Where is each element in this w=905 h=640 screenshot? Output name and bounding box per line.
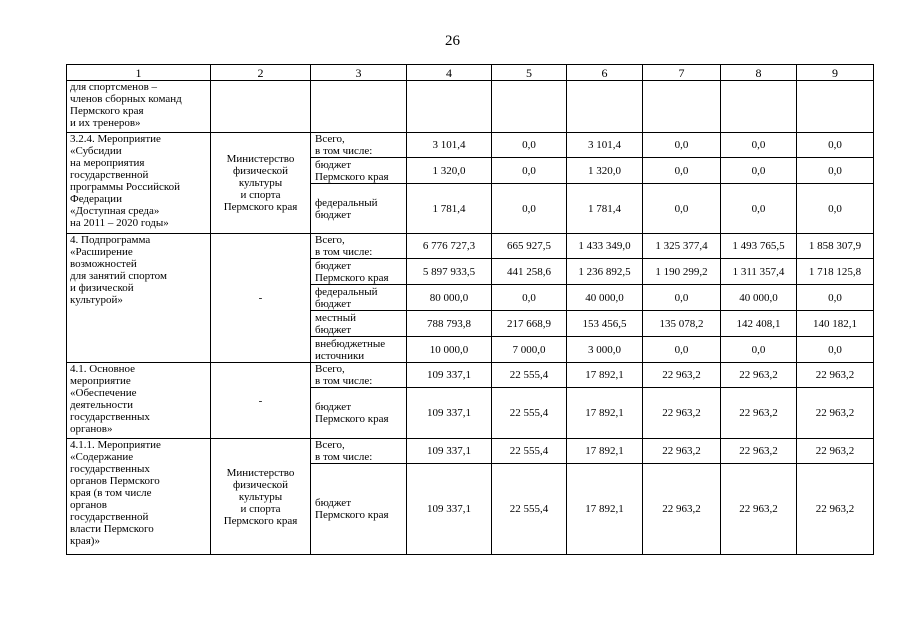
cell-line: Всего,	[315, 439, 345, 451]
cell-line: государственных	[70, 411, 150, 423]
cell-line: Пермского края	[315, 170, 389, 183]
cell-line: Всего,	[315, 133, 345, 145]
value-cell: 3 101,4	[407, 133, 492, 158]
value-cell: 665 927,5	[492, 234, 567, 259]
cell-line: -	[258, 394, 263, 407]
cell-line: федеральный	[315, 196, 378, 209]
cell-line: Пермского края	[315, 413, 389, 425]
value-cell: 109 337,1	[407, 464, 492, 555]
cell-line: «Расширение	[70, 246, 133, 258]
cell-line: государственных	[70, 463, 150, 475]
cell-line: и их тренеров»	[70, 117, 141, 129]
value-cell: 0,0	[797, 337, 874, 363]
cell-line: «Содержание	[70, 451, 134, 463]
cell-line: бюджет	[315, 208, 351, 221]
value-cell: 135 078,2	[643, 311, 721, 337]
cell-line: Пермского края	[223, 201, 298, 213]
value-cell: 17 892,1	[567, 439, 643, 464]
cell-line: Пермского края	[70, 105, 144, 117]
value-cell: 1 311 357,4	[721, 259, 797, 285]
empty-cell	[797, 81, 874, 133]
value-cell: 80 000,0	[407, 285, 492, 311]
value-cell: 0,0	[643, 184, 721, 234]
value-cell: 22 963,2	[643, 388, 721, 439]
executor-cell	[211, 363, 311, 439]
empty-cell	[643, 81, 721, 133]
value-cell: 0,0	[721, 158, 797, 184]
cell-line: органов	[70, 499, 107, 511]
cell-line: для спортсменов –	[70, 81, 158, 93]
item-name-cell	[67, 234, 211, 363]
value-cell: 1 325 377,4	[643, 234, 721, 259]
cell-line: бюджет	[315, 259, 351, 272]
value-cell: 0,0	[797, 158, 874, 184]
executor-cell	[211, 234, 311, 363]
cell-line: Федерации	[70, 193, 122, 205]
table-row	[67, 133, 874, 158]
value-cell: 17 892,1	[567, 388, 643, 439]
value-cell: 1 320,0	[567, 158, 643, 184]
funding-source-cell	[311, 363, 407, 388]
cell-line: на мероприятия	[70, 157, 145, 169]
cell-line: на 2011 – 2020 годы»	[70, 217, 169, 229]
column-header: 1	[67, 65, 211, 81]
value-cell: 217 668,9	[492, 311, 567, 337]
value-cell: 0,0	[492, 184, 567, 234]
funding-source-cell	[311, 285, 407, 311]
value-cell: 22 555,4	[492, 363, 567, 388]
funding-source-cell	[311, 464, 407, 555]
value-cell: 22 963,2	[643, 363, 721, 388]
value-cell: 1 320,0	[407, 158, 492, 184]
cell-line: в том числе:	[315, 451, 373, 463]
item-name-cell	[67, 363, 211, 439]
cell-line: государственной	[70, 511, 149, 523]
cell-line: и спорта	[240, 502, 281, 515]
value-cell: 0,0	[643, 133, 721, 158]
funding-source-cell	[311, 439, 407, 464]
column-header: 3	[311, 65, 407, 81]
value-cell: 10 000,0	[407, 337, 492, 363]
cell-line: Пермского края	[223, 514, 298, 527]
value-cell: 6 776 727,3	[407, 234, 492, 259]
cell-line: Всего,	[315, 363, 345, 375]
executor-cell	[211, 439, 311, 555]
value-cell: 1 190 299,2	[643, 259, 721, 285]
cell-line: мероприятие	[70, 375, 131, 387]
empty-cell	[567, 81, 643, 133]
cell-line: программы Российской	[70, 181, 181, 193]
value-cell: 109 337,1	[407, 388, 492, 439]
cell-line: Пермского края	[315, 271, 389, 284]
table-row	[67, 234, 874, 259]
value-cell: 140 182,1	[797, 311, 874, 337]
value-cell: 1 781,4	[407, 184, 492, 234]
column-header: 2	[211, 65, 311, 81]
value-cell: 142 408,1	[721, 311, 797, 337]
column-header: 9	[797, 65, 874, 81]
cell-line: государственной	[70, 169, 149, 181]
page-number: 26	[445, 33, 460, 49]
cell-line: 4.1.1. Мероприятие	[70, 439, 161, 451]
funding-source-cell	[311, 133, 407, 158]
value-cell: 0,0	[797, 184, 874, 234]
value-cell: 0,0	[492, 285, 567, 311]
value-cell: 1 718 125,8	[797, 259, 874, 285]
table-row	[67, 81, 874, 133]
value-cell: 0,0	[643, 285, 721, 311]
value-cell: 22 963,2	[721, 439, 797, 464]
column-header: 5	[492, 65, 567, 81]
funding-source-cell	[311, 311, 407, 337]
value-cell: 441 258,6	[492, 259, 567, 285]
value-cell: 22 963,2	[721, 363, 797, 388]
value-cell: 109 337,1	[407, 439, 492, 464]
cell-line: Министерство	[226, 153, 295, 165]
column-header: 8	[721, 65, 797, 81]
cell-line: бюджет	[315, 158, 351, 171]
executor-cell	[211, 133, 311, 234]
value-cell: 3 101,4	[567, 133, 643, 158]
value-cell: 22 555,4	[492, 439, 567, 464]
value-cell: 1 236 892,5	[567, 259, 643, 285]
cell-line: физической	[233, 478, 288, 491]
value-cell: 22 963,2	[721, 464, 797, 555]
empty-cell	[407, 81, 492, 133]
cell-line: в том числе:	[315, 246, 373, 258]
column-header: 6	[567, 65, 643, 81]
budget-table	[66, 64, 874, 555]
value-cell: 5 897 933,5	[407, 259, 492, 285]
value-cell: 0,0	[721, 133, 797, 158]
cell-line: возможностей	[70, 258, 137, 270]
empty-cell	[311, 81, 407, 133]
cell-line: «Доступная среда»	[70, 205, 160, 217]
funding-source-cell	[311, 388, 407, 439]
cell-line: и физической	[70, 282, 134, 294]
value-cell: 40 000,0	[721, 285, 797, 311]
value-cell: 0,0	[643, 158, 721, 184]
cell-line: Всего,	[315, 234, 345, 246]
table-body	[67, 65, 874, 555]
cell-line: -	[258, 292, 263, 304]
cell-line: власти Пермского	[70, 523, 154, 535]
value-cell: 22 555,4	[492, 388, 567, 439]
cell-line: бюджет	[315, 401, 351, 413]
cell-line: деятельности	[70, 399, 133, 411]
value-cell: 1 493 765,5	[721, 234, 797, 259]
funding-source-cell	[311, 259, 407, 285]
value-cell: 40 000,0	[567, 285, 643, 311]
value-cell: 0,0	[797, 285, 874, 311]
value-cell: 22 963,2	[797, 388, 874, 439]
table-row	[67, 363, 874, 388]
cell-line: в том числе:	[315, 375, 373, 387]
value-cell: 0,0	[492, 133, 567, 158]
value-cell: 1 781,4	[567, 184, 643, 234]
cell-line: края (в том числе	[70, 487, 152, 499]
cell-line: 3.2.4. Мероприятие	[70, 133, 161, 145]
empty-cell	[492, 81, 567, 133]
cell-line: и спорта	[240, 189, 281, 201]
cell-line: края)»	[70, 535, 100, 547]
value-cell: 0,0	[797, 133, 874, 158]
empty-cell	[721, 81, 797, 133]
value-cell: 788 793,8	[407, 311, 492, 337]
funding-source-cell	[311, 234, 407, 259]
value-cell: 7 000,0	[492, 337, 567, 363]
cell-line: в том числе:	[315, 145, 373, 157]
cell-line: источники	[315, 349, 365, 362]
cell-line: культурой»	[70, 294, 123, 306]
value-cell: 153 456,5	[567, 311, 643, 337]
funding-source-cell	[311, 184, 407, 234]
value-cell: 1 858 307,9	[797, 234, 874, 259]
value-cell: 22 963,2	[797, 363, 874, 388]
cell-line: бюджет	[315, 297, 351, 310]
table-row	[67, 439, 874, 464]
cell-line: органов Пермского	[70, 475, 160, 487]
value-cell: 0,0	[721, 337, 797, 363]
item-name-cell	[67, 133, 211, 234]
item-name-cell	[67, 81, 211, 133]
value-cell: 1 433 349,0	[567, 234, 643, 259]
value-cell: 17 892,1	[567, 363, 643, 388]
value-cell: 0,0	[643, 337, 721, 363]
funding-source-cell	[311, 158, 407, 184]
value-cell: 22 963,2	[797, 439, 874, 464]
value-cell: 3 000,0	[567, 337, 643, 363]
column-header: 7	[643, 65, 721, 81]
item-name-cell	[67, 439, 211, 555]
value-cell: 22 963,2	[721, 388, 797, 439]
cell-line: органов»	[70, 423, 113, 435]
empty-cell	[211, 81, 311, 133]
cell-line: «Субсидии	[70, 145, 122, 157]
value-cell: 109 337,1	[407, 363, 492, 388]
cell-line: для занятий спортом	[70, 270, 167, 282]
cell-line: Пермского края	[315, 509, 389, 521]
cell-line: культуры	[238, 490, 283, 503]
value-cell: 22 963,2	[643, 439, 721, 464]
column-header: 4	[407, 65, 492, 81]
cell-line: бюджет	[315, 497, 351, 509]
cell-line: 4. Подпрограмма	[70, 234, 151, 246]
cell-line: Министерство	[226, 466, 295, 479]
cell-line: внебюджетные	[315, 337, 386, 350]
value-cell: 22 963,2	[643, 464, 721, 555]
cell-line: 4.1. Основное	[70, 363, 136, 375]
cell-line: членов сборных команд	[70, 93, 182, 105]
cell-line: «Обеспечение	[70, 387, 137, 399]
funding-source-cell	[311, 337, 407, 363]
cell-line: физической	[233, 165, 288, 177]
cell-line: бюджет	[315, 323, 351, 336]
value-cell: 0,0	[492, 158, 567, 184]
cell-line: культуры	[238, 177, 283, 189]
value-cell: 22 963,2	[797, 464, 874, 555]
value-cell: 0,0	[721, 184, 797, 234]
cell-line: федеральный	[315, 285, 378, 298]
cell-line: местный	[315, 311, 356, 324]
value-cell: 17 892,1	[567, 464, 643, 555]
value-cell: 22 555,4	[492, 464, 567, 555]
header-row	[67, 65, 874, 81]
